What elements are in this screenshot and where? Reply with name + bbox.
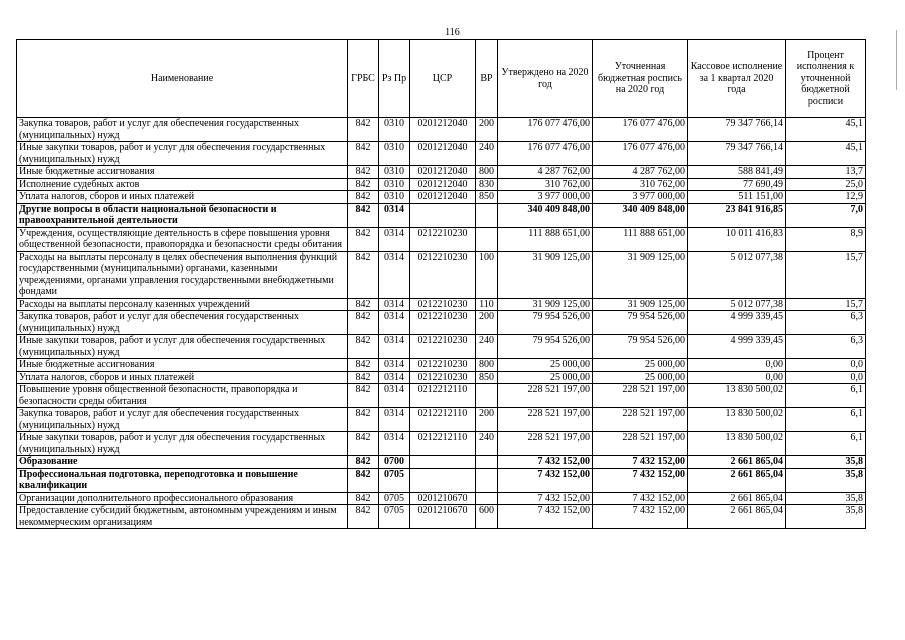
cell-approved: 7 432 152,00	[498, 456, 593, 469]
cell-vr: 800	[476, 166, 498, 179]
cell-percent: 6,3	[786, 335, 866, 359]
cell-cash: 10 011 416,83	[688, 227, 786, 251]
cell-rzpr: 0705	[379, 505, 410, 529]
cell-approved: 4 287 762,00	[498, 166, 593, 179]
cell-grbs: 842	[348, 335, 379, 359]
cell-percent: 35,8	[786, 468, 866, 492]
header-rzpr: Рз Пр	[379, 40, 410, 118]
cell-cash: 2 661 865,04	[688, 505, 786, 529]
table-row	[17, 371, 866, 384]
cell-vr: 240	[476, 335, 498, 359]
cell-percent: 6,1	[786, 432, 866, 456]
cell-approved: 25 000,00	[498, 359, 593, 372]
cell-percent: 6,3	[786, 311, 866, 335]
cell-grbs: 842	[348, 359, 379, 372]
cell-name: Другие вопросы в области национальной безопасности и правоохранительной деятельности	[17, 203, 348, 227]
cell-name: Расходы на выплаты персоналу казенных учреждений	[17, 298, 348, 311]
cell-name: Уплата налогов, сборов и иных платежей	[17, 371, 348, 384]
cell-refined: 4 287 762,00	[593, 166, 688, 179]
cell-vr: 800	[476, 359, 498, 372]
cell-csr: 0212212110	[410, 432, 476, 456]
cell-csr: 0212210230	[410, 371, 476, 384]
header-percent: Процент исполнения к уточненной бюджетной росписи	[786, 40, 866, 118]
cell-grbs: 842	[348, 191, 379, 204]
cell-vr: 850	[476, 371, 498, 384]
cell-grbs: 842	[348, 505, 379, 529]
cell-refined: 79 954 526,00	[593, 311, 688, 335]
cell-csr: 0212210230	[410, 311, 476, 335]
cell-rzpr: 0310	[379, 118, 410, 142]
cell-csr: 0212212110	[410, 408, 476, 432]
cell-name: Иные закупки товаров, работ и услуг для обеспечения государственных (муниципальных) нужд	[17, 432, 348, 456]
cell-cash: 4 999 339,45	[688, 311, 786, 335]
cell-approved: 340 409 848,00	[498, 203, 593, 227]
cell-percent: 7,0	[786, 203, 866, 227]
cell-vr: 100	[476, 251, 498, 298]
cell-vr: 200	[476, 408, 498, 432]
cell-refined: 7 432 152,00	[593, 468, 688, 492]
cell-rzpr: 0705	[379, 468, 410, 492]
cell-percent: 0,0	[786, 359, 866, 372]
cell-csr	[410, 203, 476, 227]
cell-name: Закупка товаров, работ и услуг для обеспечения государственных (муниципальных) нужд	[17, 408, 348, 432]
header-vr: ВР	[476, 40, 498, 118]
table-row	[17, 191, 866, 204]
cell-approved: 31 909 125,00	[498, 251, 593, 298]
cell-refined: 25 000,00	[593, 359, 688, 372]
cell-percent: 45,1	[786, 118, 866, 142]
table-row	[17, 359, 866, 372]
cell-rzpr: 0310	[379, 142, 410, 166]
cell-vr: 240	[476, 142, 498, 166]
cell-approved: 7 432 152,00	[498, 468, 593, 492]
cell-approved: 176 077 476,00	[498, 142, 593, 166]
cell-grbs: 842	[348, 298, 379, 311]
table-header-row	[17, 40, 866, 118]
cell-percent: 45,1	[786, 142, 866, 166]
table-row	[17, 178, 866, 191]
cell-csr: 0201212040	[410, 118, 476, 142]
cell-grbs: 842	[348, 371, 379, 384]
cell-rzpr: 0310	[379, 178, 410, 191]
cell-vr	[476, 492, 498, 505]
cell-approved: 228 521 197,00	[498, 408, 593, 432]
cell-percent: 6,1	[786, 384, 866, 408]
cell-percent: 15,7	[786, 251, 866, 298]
cell-grbs: 842	[348, 178, 379, 191]
cell-grbs: 842	[348, 227, 379, 251]
cell-cash: 2 661 865,04	[688, 456, 786, 469]
cell-rzpr: 0314	[379, 371, 410, 384]
cell-rzpr: 0314	[379, 384, 410, 408]
cell-percent: 25,0	[786, 178, 866, 191]
cell-name: Повышение уровня общественной безопасности, правопорядка и безопасности среды обитания	[17, 384, 348, 408]
cell-rzpr: 0314	[379, 251, 410, 298]
cell-vr: 850	[476, 191, 498, 204]
cell-name: Уплата налогов, сборов и иных платежей	[17, 191, 348, 204]
cell-approved: 7 432 152,00	[498, 505, 593, 529]
cell-csr: 0201212040	[410, 191, 476, 204]
cell-refined: 3 977 000,00	[593, 191, 688, 204]
cell-refined: 31 909 125,00	[593, 298, 688, 311]
cell-name: Исполнение судебных актов	[17, 178, 348, 191]
cell-name: Образование	[17, 456, 348, 469]
budget-table	[16, 39, 866, 529]
cell-csr	[410, 456, 476, 469]
cell-grbs: 842	[348, 456, 379, 469]
cell-vr: 110	[476, 298, 498, 311]
cell-percent: 12,9	[786, 191, 866, 204]
cell-approved: 111 888 651,00	[498, 227, 593, 251]
cell-name: Иные закупки товаров, работ и услуг для обеспечения государственных (муниципальных) нужд	[17, 335, 348, 359]
cell-approved: 3 977 000,00	[498, 191, 593, 204]
cell-cash: 79 347 766,14	[688, 118, 786, 142]
table-row	[17, 298, 866, 311]
cell-cash: 0,00	[688, 371, 786, 384]
cell-approved: 79 954 526,00	[498, 335, 593, 359]
cell-cash: 5 012 077,38	[688, 298, 786, 311]
cell-rzpr: 0314	[379, 298, 410, 311]
cell-grbs: 842	[348, 384, 379, 408]
cell-name: Расходы на выплаты персоналу в целях обеспечения выполнения функций государственными (муниципальными) органами, казенными учреждениями, органами управления государственными внебюджетными фондами	[17, 251, 348, 298]
cell-cash: 4 999 339,45	[688, 335, 786, 359]
cell-name: Профессиональная подготовка, переподготовка и повышение квалификации	[17, 468, 348, 492]
cell-name: Иные закупки товаров, работ и услуг для обеспечения государственных (муниципальных) нужд	[17, 142, 348, 166]
cell-grbs: 842	[348, 118, 379, 142]
cell-grbs: 842	[348, 468, 379, 492]
cell-cash: 13 830 500,02	[688, 384, 786, 408]
cell-grbs: 842	[348, 311, 379, 335]
cell-percent: 0,0	[786, 371, 866, 384]
table-row	[17, 335, 866, 359]
cell-percent: 8,9	[786, 227, 866, 251]
cell-refined: 176 077 476,00	[593, 118, 688, 142]
table-row	[17, 311, 866, 335]
cell-rzpr: 0314	[379, 432, 410, 456]
cell-csr: 0201212040	[410, 178, 476, 191]
cell-percent: 13,7	[786, 166, 866, 179]
cell-cash: 13 830 500,02	[688, 432, 786, 456]
header-cash: Кассовое исполнение за 1 квартал 2020 года	[688, 40, 786, 118]
cell-refined: 7 432 152,00	[593, 456, 688, 469]
cell-name: Закупка товаров, работ и услуг для обеспечения государственных (муниципальных) нужд	[17, 311, 348, 335]
cell-rzpr: 0314	[379, 408, 410, 432]
cell-grbs: 842	[348, 166, 379, 179]
header-csr: ЦСР	[410, 40, 476, 118]
cell-rzpr: 0314	[379, 359, 410, 372]
cell-percent: 6,1	[786, 408, 866, 432]
cell-csr: 0212210230	[410, 359, 476, 372]
cell-rzpr: 0700	[379, 456, 410, 469]
cell-csr: 0201210670	[410, 492, 476, 505]
cell-refined: 228 521 197,00	[593, 432, 688, 456]
cell-percent: 35,8	[786, 456, 866, 469]
cell-vr	[476, 203, 498, 227]
cell-name: Иные бюджетные ассигнования	[17, 359, 348, 372]
cell-refined: 340 409 848,00	[593, 203, 688, 227]
cell-name: Предоставление субсидий бюджетным, автономным учреждениям и иным некоммерческим организациям	[17, 505, 348, 529]
cell-cash: 511 151,00	[688, 191, 786, 204]
cell-name: Учреждения, осуществляющие деятельность в сфере повышения уровня общественной безопасности, правопорядка и безопасности среды обитания	[17, 227, 348, 251]
header-grbs: ГРБС	[348, 40, 379, 118]
cell-name: Закупка товаров, работ и услуг для обеспечения государственных (муниципальных) нужд	[17, 118, 348, 142]
cell-vr: 830	[476, 178, 498, 191]
cell-refined: 25 000,00	[593, 371, 688, 384]
cell-percent: 35,8	[786, 492, 866, 505]
cell-rzpr: 0314	[379, 311, 410, 335]
table-row	[17, 227, 866, 251]
table-row	[17, 468, 866, 492]
header-refined: Уточненная бюджетная роспись на 2020 год	[593, 40, 688, 118]
cell-cash: 588 841,49	[688, 166, 786, 179]
cell-cash: 2 661 865,04	[688, 492, 786, 505]
cell-refined: 176 077 476,00	[593, 142, 688, 166]
cell-approved: 25 000,00	[498, 371, 593, 384]
cell-approved: 228 521 197,00	[498, 384, 593, 408]
header-name: Наименование	[17, 40, 348, 118]
cell-name: Организации дополнительного профессионального образования	[17, 492, 348, 505]
cell-vr: 240	[476, 432, 498, 456]
cell-vr: 200	[476, 118, 498, 142]
cell-rzpr: 0705	[379, 492, 410, 505]
cell-refined: 79 954 526,00	[593, 335, 688, 359]
cell-refined: 7 432 152,00	[593, 492, 688, 505]
cell-approved: 228 521 197,00	[498, 432, 593, 456]
cell-csr: 0212212110	[410, 384, 476, 408]
cell-percent: 15,7	[786, 298, 866, 311]
cell-rzpr: 0314	[379, 203, 410, 227]
cell-vr	[476, 227, 498, 251]
cell-rzpr: 0310	[379, 191, 410, 204]
table-row	[17, 408, 866, 432]
cell-refined: 228 521 197,00	[593, 408, 688, 432]
cell-refined: 228 521 197,00	[593, 384, 688, 408]
table-row	[17, 203, 866, 227]
table-body	[17, 118, 866, 529]
cell-grbs: 842	[348, 408, 379, 432]
table-row	[17, 251, 866, 298]
cell-vr	[476, 468, 498, 492]
cell-cash: 23 841 916,85	[688, 203, 786, 227]
cell-cash: 2 661 865,04	[688, 468, 786, 492]
cell-csr: 0212210230	[410, 335, 476, 359]
cell-grbs: 842	[348, 492, 379, 505]
table-row	[17, 492, 866, 505]
cell-refined: 7 432 152,00	[593, 505, 688, 529]
cell-grbs: 842	[348, 251, 379, 298]
cell-approved: 310 762,00	[498, 178, 593, 191]
page-edge-line	[896, 30, 897, 90]
cell-csr: 0201212040	[410, 142, 476, 166]
cell-refined: 111 888 651,00	[593, 227, 688, 251]
table-row	[17, 456, 866, 469]
table-row	[17, 142, 866, 166]
cell-approved: 79 954 526,00	[498, 311, 593, 335]
cell-rzpr: 0314	[379, 227, 410, 251]
cell-csr: 0212210230	[410, 298, 476, 311]
cell-refined: 310 762,00	[593, 178, 688, 191]
cell-approved: 176 077 476,00	[498, 118, 593, 142]
cell-cash: 77 690,49	[688, 178, 786, 191]
table-row	[17, 384, 866, 408]
cell-grbs: 842	[348, 432, 379, 456]
cell-cash: 79 347 766,14	[688, 142, 786, 166]
cell-csr: 0201212040	[410, 166, 476, 179]
cell-percent: 35,8	[786, 505, 866, 529]
cell-cash: 13 830 500,02	[688, 408, 786, 432]
header-approved: Утверждено на 2020 год	[498, 40, 593, 118]
table-row	[17, 505, 866, 529]
cell-vr: 200	[476, 311, 498, 335]
page-number: 116	[445, 27, 460, 38]
cell-approved: 31 909 125,00	[498, 298, 593, 311]
cell-vr: 600	[476, 505, 498, 529]
cell-csr: 0201210670	[410, 505, 476, 529]
cell-csr: 0212210230	[410, 227, 476, 251]
cell-cash: 5 012 077,38	[688, 251, 786, 298]
cell-name: Иные бюджетные ассигнования	[17, 166, 348, 179]
cell-grbs: 842	[348, 203, 379, 227]
cell-vr	[476, 456, 498, 469]
cell-vr	[476, 384, 498, 408]
table-row	[17, 432, 866, 456]
cell-csr: 0212210230	[410, 251, 476, 298]
table-row	[17, 166, 866, 179]
cell-cash: 0,00	[688, 359, 786, 372]
cell-csr	[410, 468, 476, 492]
cell-grbs: 842	[348, 142, 379, 166]
cell-rzpr: 0310	[379, 166, 410, 179]
table-row	[17, 118, 866, 142]
cell-refined: 31 909 125,00	[593, 251, 688, 298]
cell-rzpr: 0314	[379, 335, 410, 359]
cell-approved: 7 432 152,00	[498, 492, 593, 505]
